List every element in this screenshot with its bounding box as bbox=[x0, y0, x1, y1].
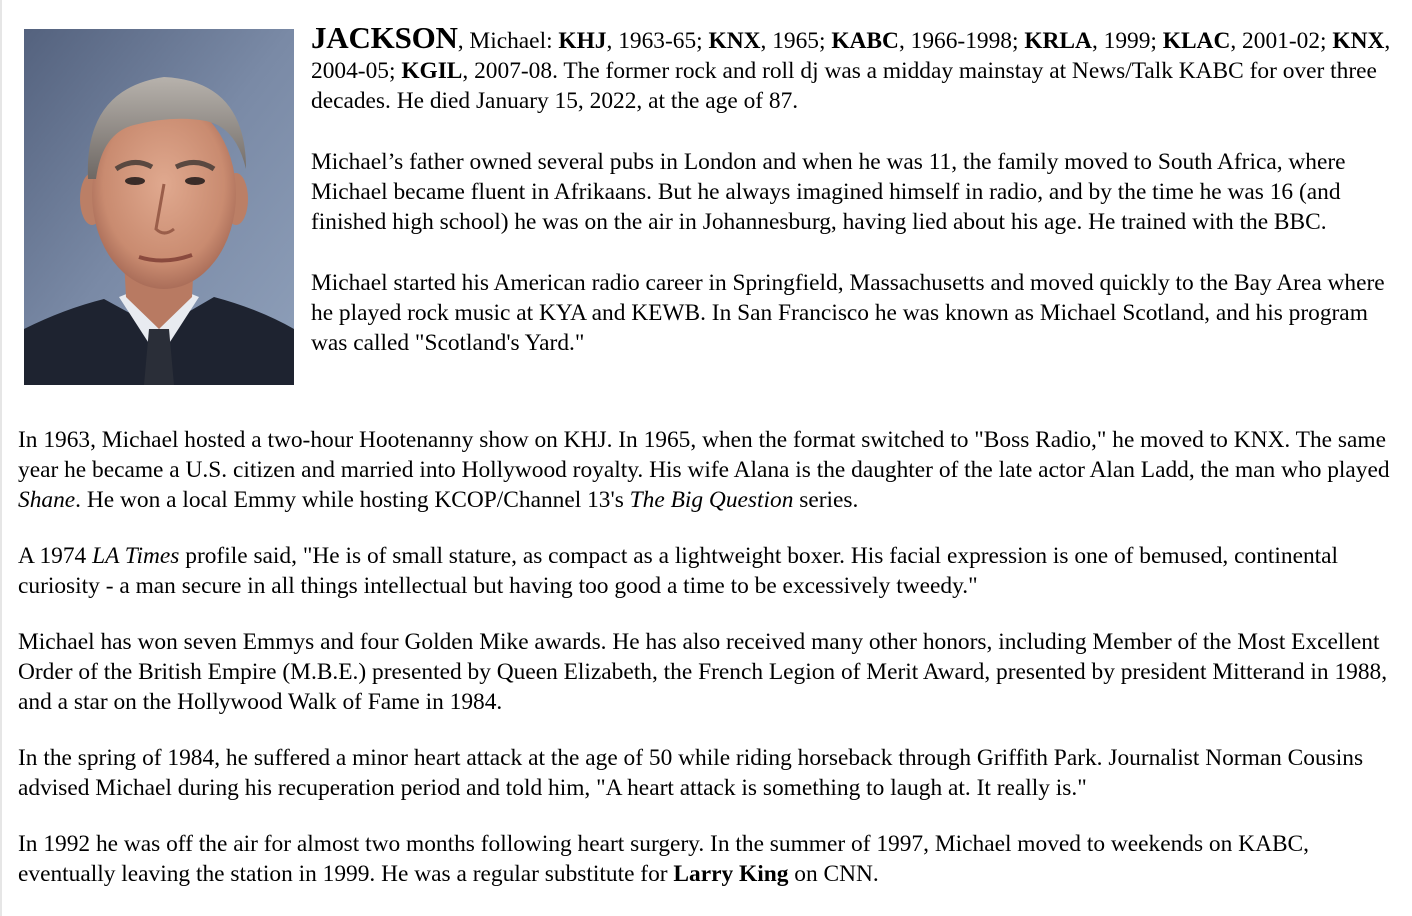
film-title: Shane bbox=[18, 487, 76, 513]
text-run: In 1992 he was off the air for almost two months following heart surgery. In the summer of 1997, Michael moved to weekends on KABC, eventually leaving the station in 1999. He was a regular substitute for bbox=[18, 831, 1310, 887]
station-years: , 1965; bbox=[760, 28, 832, 54]
paragraph-early-life: Michael’s father owned several pubs in London and when he was 11, the family moved to South Africa, where Michael became fluent in Afrikaans. But he always imagined himself in radio, and by the time he was 16 (and finished high school) he was on the air in Johannesburg, having lied about his age. He trained with the BBC. bbox=[311, 149, 1346, 235]
paragraph-awards: Michael has won seven Emmys and four Golden Mike awards. He has also received many other honors, including Member of the Most Excellent Order of the British Empire (M.B.E.) presented by Queen Elizabeth, the French Legion of Merit Award, presented by president Mitterand in 1988, and a star on the Hollywood Walk of Fame in 1984. bbox=[18, 629, 1388, 715]
station-call: KLAC bbox=[1162, 28, 1231, 54]
station-years: , 1963-65; bbox=[606, 28, 709, 54]
text-run: . He won a local Emmy while hosting KCOP/Channel 13's bbox=[75, 487, 630, 513]
person-name: Larry King bbox=[673, 861, 789, 887]
station-years: , 2001-02; bbox=[1230, 28, 1333, 54]
show-title: The Big Question bbox=[629, 487, 794, 513]
station-years: , 1999; bbox=[1091, 28, 1163, 54]
entry-given-name: , Michael: bbox=[457, 28, 559, 54]
station-call: KABC bbox=[831, 28, 899, 54]
station-years: , 2004-05; bbox=[311, 28, 1391, 84]
station-call: KRLA bbox=[1024, 28, 1092, 54]
text-run: on CNN. bbox=[788, 861, 879, 887]
station-years: , 2007-08. bbox=[462, 58, 564, 84]
paragraph-later-career bbox=[18, 829, 1403, 889]
station-call: KHJ bbox=[558, 28, 607, 54]
paragraph-los-angeles bbox=[18, 425, 1403, 515]
portrait-photo bbox=[24, 29, 294, 385]
station-call: KNX bbox=[1332, 28, 1385, 54]
entry-header-paragraph bbox=[311, 20, 1406, 116]
paragraph-american-career: Michael started his American radio career in Springfield, Massachusetts and moved quickly to the Bay Area where he played rock music at KYA and KEWB. In San Francisco he was known as Michael Scotland, and his program was called "Scotland's Yard." bbox=[311, 270, 1385, 356]
text-run: profile said, "He is of small stature, as compact as a lightweight boxer. His facial expression is one of bemused, continental curiosity - a man secure in all things intellectual but having too good a time to be excessively tweedy." bbox=[18, 543, 1339, 599]
newspaper-title: LA Times bbox=[92, 543, 180, 569]
portrait-illustration bbox=[24, 29, 294, 385]
paragraph-heart-attack: In the spring of 1984, he suffered a minor heart attack at the age of 50 while riding horseback through Griffith Park. Journalist Norman Cousins advised Michael during his recuperation period and told him, "A heart attack is something to laugh at. It really is." bbox=[18, 745, 1364, 801]
text-run: A 1974 bbox=[18, 543, 93, 569]
station-years: , 1966-1998; bbox=[898, 28, 1025, 54]
entry-summary: The former rock and roll dj was a midday mainstay at News/Talk KABC for over three decades. He died January 15, 2022, at the age of 87. bbox=[311, 58, 1377, 114]
body-section bbox=[18, 425, 1403, 915]
paragraph-la-times-profile bbox=[18, 541, 1403, 601]
text-run: In 1963, Michael hosted a two-hour Hootenanny show on KHJ. In 1965, when the format switched to "Boss Radio," he moved to KNX. The same year he became a U.S. citizen and married into Hollywood royalty. His wife Alana is the daughter of the late actor Alan Ladd, the man who played bbox=[18, 427, 1390, 483]
station-call: KGIL bbox=[401, 58, 463, 84]
station-call: KNX bbox=[708, 28, 761, 54]
page-left-border bbox=[0, 0, 2, 916]
text-run: series. bbox=[793, 487, 859, 513]
intro-section bbox=[311, 20, 1406, 389]
entry-surname: JACKSON bbox=[311, 20, 458, 55]
